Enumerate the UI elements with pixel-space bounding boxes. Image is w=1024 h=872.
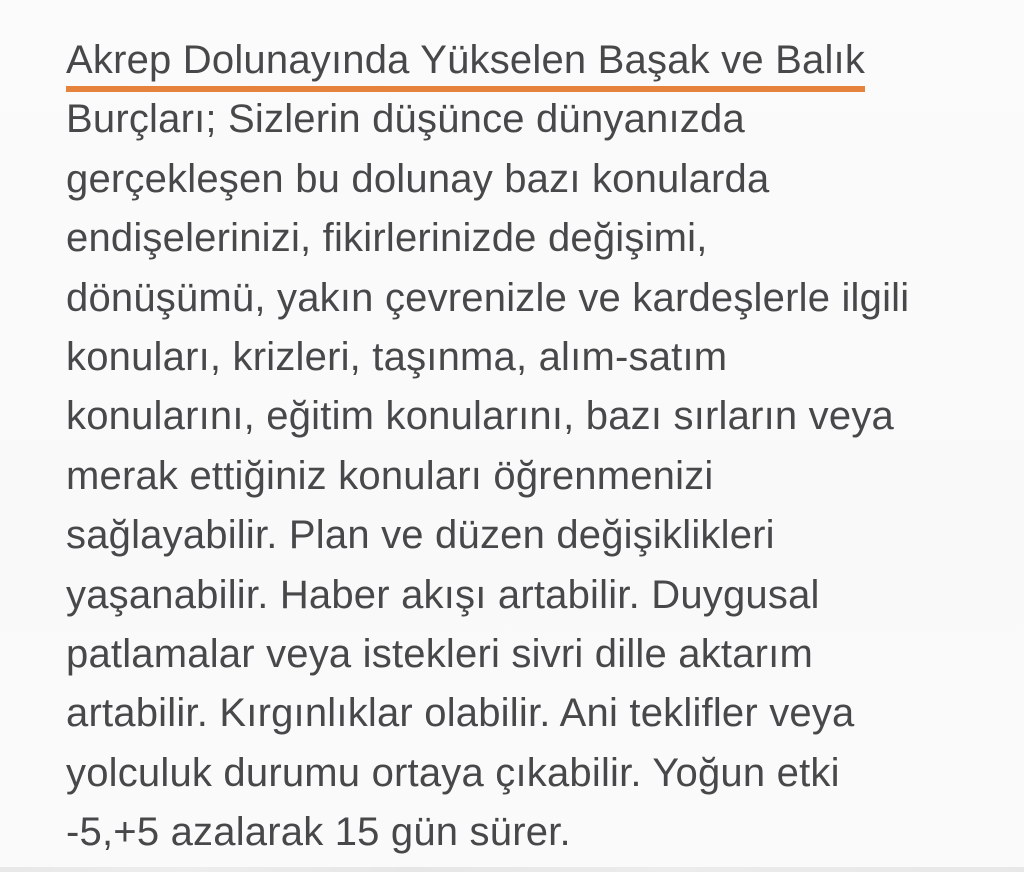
text-line: merak ettiğiniz konuları öğrenmenizi: [66, 453, 714, 498]
article-title-line: [66, 31, 1004, 90]
text-line: endişelerinizi, fikirlerinizde değişimi,: [66, 216, 708, 261]
article-title: Akrep Dolunayında Yükselen Başak ve Balık: [66, 34, 865, 92]
text-line: gerçekleşen bu dolunay bazı konularda: [66, 156, 770, 201]
text-line: yolculuk durumu ortaya çıkabilir. Yoğun etki: [66, 750, 840, 795]
text-line: artabilir. Kırgınlıklar olabilir. Ani teklifler veya: [66, 691, 855, 736]
bottom-edge-shadow: [0, 867, 1024, 872]
text-line: konularını, eğitim konularını, bazı sırların veya: [66, 394, 894, 439]
text-line: Burçları; Sizlerin düşünce dünyanızda: [66, 97, 745, 142]
text-line: yaşanabilir. Haber akışı artabilir. Duygusal: [66, 572, 820, 617]
text-line: konuları, krizleri, taşınma, alım-satım: [66, 334, 728, 379]
text-line: -5,+5 azalarak 15 gün sürer.: [66, 810, 571, 855]
text-line: dönüşümü, yakın çevrenizle ve kardeşlerle ilgili: [66, 275, 910, 320]
text-line: patlamalar veya istekleri sivri dille aktarım: [66, 631, 814, 676]
article-text-block: [66, 31, 1004, 862]
text-line: sağlayabilir. Plan ve düzen değişiklikleri: [66, 513, 775, 558]
